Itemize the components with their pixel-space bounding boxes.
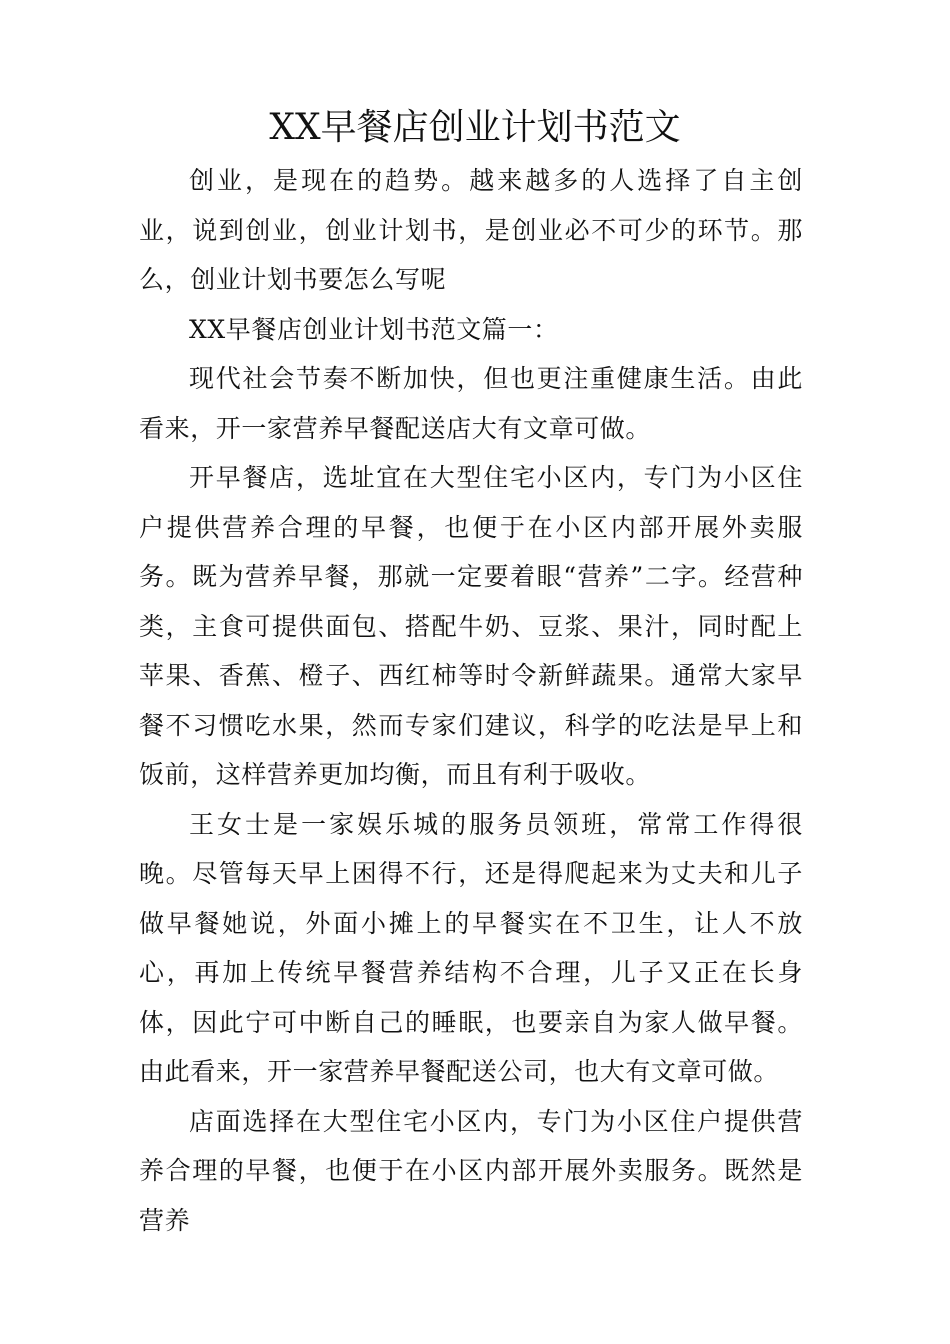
paragraph-intro: 创业，是现在的趋势。越来越多的人选择了自主创业，说到创业，创业计划书，是创业必不可少的环节。那么，创业计划书要怎么写呢 — [139, 166, 803, 294]
document-body — [139, 156, 803, 1245]
paragraph-section-heading: XX早餐店创业计划书范文篇一： — [189, 314, 559, 344]
paragraph-store-selection: 店面选择在大型住宅小区内，专门为小区住户提供营养合理的早餐，也便于在小区内部开展外卖服务。既然是营养 — [139, 1106, 803, 1235]
document-title: XX早餐店创业计划书范文 — [269, 107, 681, 148]
paragraph-ms-wang: 王女士是一家娱乐城的服务员领班，常常工作得很晚。尽管每天早上困得不行，还是得爬起来为丈夫和儿子做早餐她说，外面小摊上的早餐实在不卫生，让人不放心，再加上传统早餐营养结构不合理，儿子又正在长身体，因此宁可中断自己的睡眠，也要亲自为家人做早餐。由此看来，开一家营养早餐配送公司，也大有文章可做。 — [139, 809, 803, 1086]
paragraph-shop-location: 开早餐店，选址宜在大型住宅小区内，专门为小区住户提供营养合理的早餐，也便于在小区内部开展外卖服务。既为营养早餐，那就一定要着眼“营养”二字。经营种类，主食可提供面包、搭配牛奶、豆浆、果汁，同时配上苹果、香蕉、橙子、西红柿等时令新鲜蔬果。通常大家早餐不习惯吃水果，然而专家们建议，科学的吃法是早上和饭前，这样营养更加均衡，而且有利于吸收。 — [139, 463, 803, 789]
paragraph-society: 现代社会节奏不断加快，但也更注重健康生活。由此看来，开一家营养早餐配送店大有文章可做。 — [139, 364, 803, 443]
